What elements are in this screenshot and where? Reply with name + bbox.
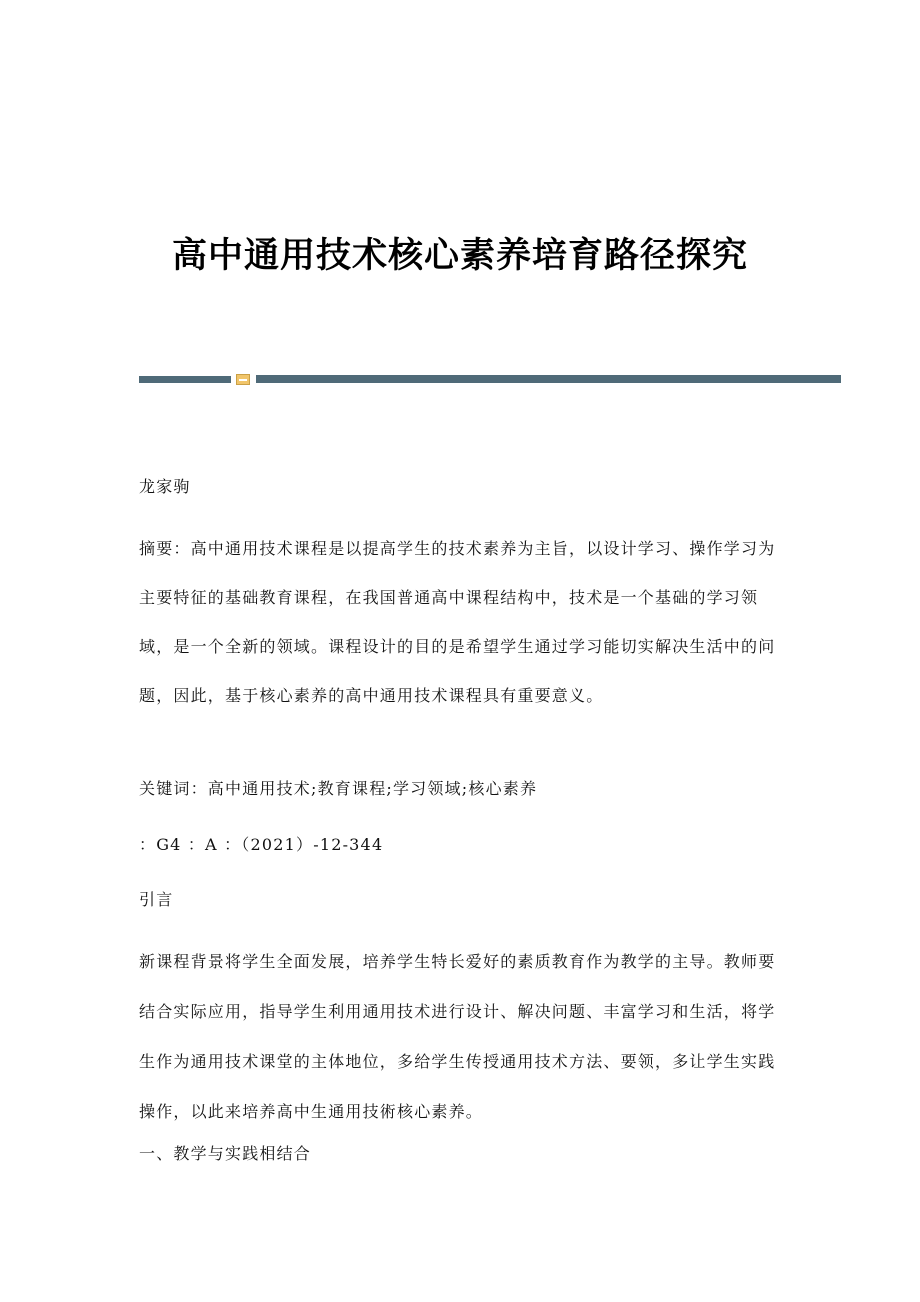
author-name: 龙家驹	[139, 477, 191, 496]
intro-paragraph: 新课程背景将学生全面发展，培养学生特长爱好的素质教育作为教学的主导。教师要结合实际应用，指导学生利用通用技术进行设计、解决问题、丰富学习和生活，将学生作为通用技术课堂的主体地位，多给学生传授通用技术方法、要领，多让学生实践操作，以此来培养高中生通用技術核心素养。	[139, 952, 776, 1121]
abstract-paragraph: 摘要：高中通用技术课程是以提高学生的技术素养为主旨，以设计学习、操作学习为主要特征的基础教育课程，在我国普通高中课程结构中，技术是一个基础的学习领域，是一个全新的领域。课程设计的目的是希望学生通过学习能切实解决生活中的问题，因此，基于核心素养的高中通用技术课程具有重要意义。	[139, 539, 776, 705]
keywords-line: 关键词：高中通用技术;教育课程;学习领域;核心素养	[139, 779, 538, 798]
intro-heading: 引言	[139, 890, 174, 909]
divider-emblem-icon	[236, 374, 250, 385]
document-title: 高中通用技术核心素养培育路径探究	[171, 235, 748, 277]
section-heading: 一、教学与实践相结合	[139, 1144, 312, 1163]
divider-bar-right	[256, 375, 841, 383]
divider-bar-left	[139, 376, 231, 383]
title-divider	[139, 374, 841, 386]
classification-line: ：G4 ：A ：（2021）-12-344	[139, 835, 384, 854]
